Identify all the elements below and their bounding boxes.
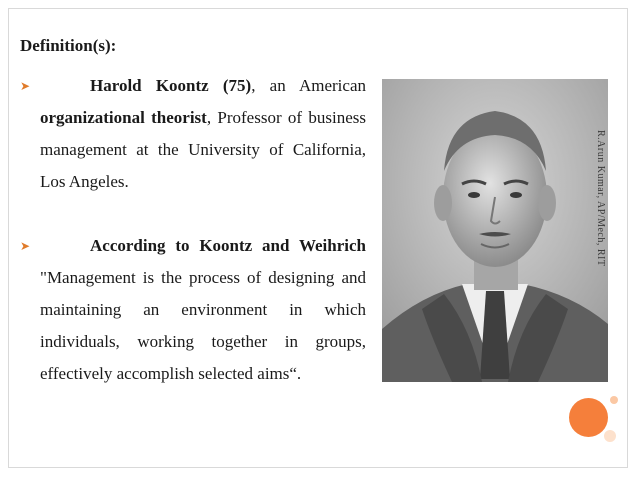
portrait-image bbox=[382, 79, 608, 382]
decorative-dot bbox=[610, 396, 618, 404]
slide-heading: Definition(s): bbox=[20, 36, 117, 55]
bullet-arrow-icon: ➤ bbox=[20, 239, 31, 253]
person-name: Harold Koontz (75) bbox=[90, 76, 252, 95]
bullet-koontz-bio bbox=[20, 70, 366, 198]
decorative-circle bbox=[569, 398, 608, 437]
role-term: organizational theorist bbox=[40, 108, 207, 127]
portrait-photo bbox=[382, 79, 608, 382]
author-credit: R.Arun Kumar, AP/Mech, RIT bbox=[595, 130, 606, 267]
bullet-management-definition bbox=[20, 230, 366, 390]
decorative-dot bbox=[604, 430, 616, 442]
bullet-arrow-icon: ➤ bbox=[20, 79, 31, 93]
bio-text-part-1: , an American bbox=[251, 76, 366, 95]
definition-text: "Management is the process of designing and maintaining an environment in which individuals, working together in groups, effectively accomplish selected aims“. bbox=[40, 268, 366, 383]
definition-source: According to Koontz and Weihrich bbox=[90, 236, 366, 255]
bullet-text bbox=[40, 70, 366, 198]
bullet-text bbox=[40, 230, 366, 390]
bio-text-part-2: , Professor of business management at the University of California, Los Angeles. bbox=[40, 108, 366, 191]
